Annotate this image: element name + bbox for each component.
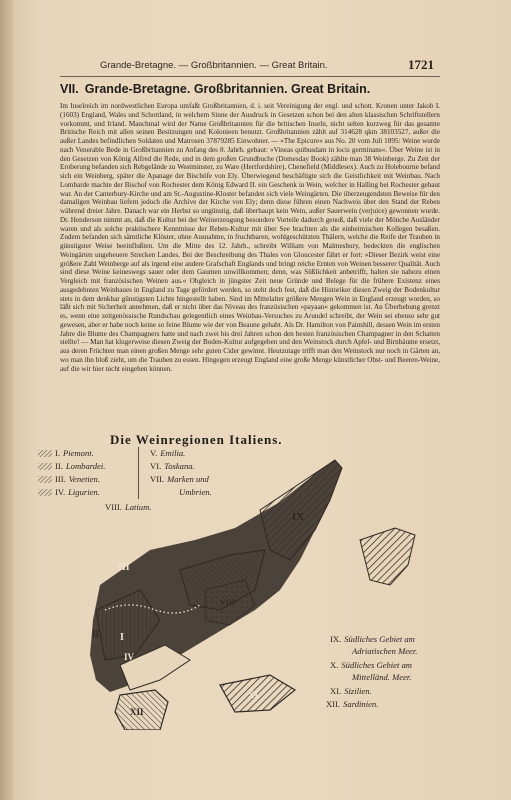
- page-gutter: [0, 0, 14, 800]
- page-number: 1721: [408, 57, 434, 72]
- legend-item-mediterranean-cont: Mittelländ. Meer.: [352, 672, 412, 682]
- map-label-iii: III: [118, 562, 130, 573]
- section-heading: Grande-Bretagne. Großbritannien. Great Britain.: [84, 82, 371, 96]
- header-rule: [60, 76, 440, 77]
- legend-item-adriatic: IX. Südliches Gebiet am: [330, 634, 415, 644]
- running-head: Grande-Bretagne. — Großbritannien. — Great Britain.: [100, 60, 328, 71]
- section-number: VII.: [60, 82, 79, 96]
- body-paragraph: Im Inselreich im nordwestlichen Europa umfaßt Großbritannien, d. i. seit Vereinigung der engl. und schott. Kronen unter Jakob I. (1603) England, Wales und Schottland, in welchem Sinne der Ausdruck in Gesetzen schon bei den alten klassischen Schriftstellern vorkommt, und Irland. Manchmal wird der Name Großbritannien für die britischen Inseln, nicht selten kurzweg für das gesamte Britische Reich mit allen seinen Besitzungen und Kolonieen benutzt. Großbritannien zählt auf 314628 qkm 38103527, außer die außer Landes befindlichen Soldaten und Matrosen 37879285 Einwohner. — »The Epicure« aus No. 20 vom Juli 1895: Weine wurde nach Venerable Bede in Großbritannien zu Anfang des 8. Jahrh. gebaut: »Vineas quibusdam in locis germinans«. Über Weine ist in den Gesetzen von König Alfred die Rede, und in dem großen Grundbuche (Domesday Book) zählte man 38 Weinberge. Zu Zeit der Eroberung befanden sich Rebgelände zu Westminster, zu Ware (Hertfordshire), Chenefield (Middlesex). Auch zu Holebourne befand sich ein Weinberg, später die Apanage der Bischöfe von Ely. Überwiegend beschäftigte sich die Geistlichkeit mit Weinbau. Nach Lombarde machte der Bischof von Rochester dem König Edward II. ein Geschenk in Wein, welcher in Halling bei Rochester gebaut war. An der Canterbury-Kirche und am St.-Augustine-Kloster befanden sich viele Weingärten. Die überzeugendsten Beweise für den damaligen Weinbau liefern jedoch die Archive der Kirche von Ely; denn diese führen einen Nachweis über den Stand der Reben während dreier Jahre. Danach war ein Herbst so ungünstig, daß überhaupt kein Wein, außer Sauerwein (verjuice) gewonnen wurde. Dr. Henderson nimmt an, daß die Kultur bei der Weinerzeugung besondere Vorteile dadurch genoß, daß viele der Mönche Ausländer waren und als solche praktischere Kenntnisse der Reben-Kultur mit über See brachten als die einheimischen Kollegen besaßen. Zudem befanden sich sämtliche Klöster, ohne Ausnahme, in fruchtbaren, wohlgeschützten Thälern, welche die Reife der Trauben in günstigster Weise beeinflußten. Um die Mitte des 12. Jahrh., schreibt William von Malmesbury, bedeckten die englischen Weingärten ungeheuere Strecken Landes. Bei der Beschreibung des Thales von Gloucester fährt er fort: »Dieser Bezirk weist eine größere Zahl Weinberge auf als irgend eine andere Grafschaft Englands und bringt reiche Ernten von Weinen besserer Qualität. Auch sind diese Weine keineswegs sauer oder dem Gaumen unwillkommen; denn, was Süßlichkeit anbetrifft, halten sie nahezu einen Vergleich mit französischen Weinen aus.« Obgleich in jüngster Zeit neue Gründe und Belege für die frühere Existenz eines ausgedehnten Weinbaues in England zu Tage gefördert werden, so steht doch fest, daß die Historiker diesen Zweig der Bodenkultur stets in dem denkbar günstigsten Lichte hingestellt haben. Sind im Mittelalter größere Mengen Wein in England erzeugt worden, so läßt sich mit Sicherheit annehmen, daß er nicht über das Niveau des französischen »payaan« gekommen ist. An Überhebung grenzt es, wenn eine zeitgenössische Rundschau gelegentlich eines Weinbau-Versuches zu Arundel schreibt, der Wein sei ebenso sehr gut gewesen, aber er habe noch keine so feine Blume wie der von Beaune gehabt. Als Dr. Hamilton von Painshill, dessen Wein im ersten Jahre die Blume des Champagners hatte und nach zwei bis drei Jahren schon den besten französischen Champagner in den Schatten stellte! — Man hat klugerweise diesen Zweig der Boden-Kultur aufgegeben und den Weinstock durch Apfel- und Birnbäume ersetzt, aus deren Früchten man einen großen Menge sehr guten Cider gewinnt. Heutzutage trifft man den Weinstock nur noch in Gärten an, wo man ihn bloß zieht, um die Trauben zu essen. Hingegen erzeugt England eine große Menge künstlicher Obst- und Beeren-Weine, auf die wir hier nicht eingehen können.: [60, 102, 441, 373]
- map-label-xii: XII: [130, 707, 144, 717]
- body-text: [60, 102, 440, 373]
- map-region-hatch-east: [260, 460, 342, 560]
- legend-item-marken: VII. Marken und: [150, 474, 209, 484]
- legend-item-lombardei: II. Lombardei.: [38, 461, 105, 471]
- legend-item-piemont: I. Piemont.: [38, 448, 94, 458]
- map-label-ii: II: [92, 629, 100, 639]
- legend-item-toskana: VI. Toskana.: [150, 461, 195, 471]
- legend-item-venetien: III. Venetien.: [38, 474, 100, 484]
- map-label-iv: IV: [124, 652, 135, 662]
- map-label-xi: XI: [248, 690, 259, 700]
- legend-item-umbrien: Umbrien.: [179, 487, 212, 497]
- legend-item-emilia: V. Emilia.: [150, 448, 186, 458]
- legend-item-adriatic-cont: Adriatischen Meer.: [352, 646, 418, 656]
- italy-wine-map: [30, 440, 450, 730]
- legend-item-ligurien: IV. Ligurien.: [38, 487, 100, 497]
- map-title: Die Weinregionen Italiens.: [110, 432, 283, 447]
- legend-item-latium: VIII. Latium.: [105, 502, 152, 512]
- legend-item-sardinien: XII. Sardinien.: [326, 699, 379, 709]
- legend-item-sizilien: XI. Sizilien.: [330, 686, 372, 696]
- map-region-heel: [360, 528, 415, 585]
- map-label-viii: VIII: [220, 598, 236, 607]
- legend-item-mediterranean: X. Südliches Gebiet am: [330, 660, 413, 670]
- map-label-ix: IX: [292, 511, 305, 523]
- map-label-i: I: [120, 632, 124, 643]
- section-title: [60, 82, 450, 96]
